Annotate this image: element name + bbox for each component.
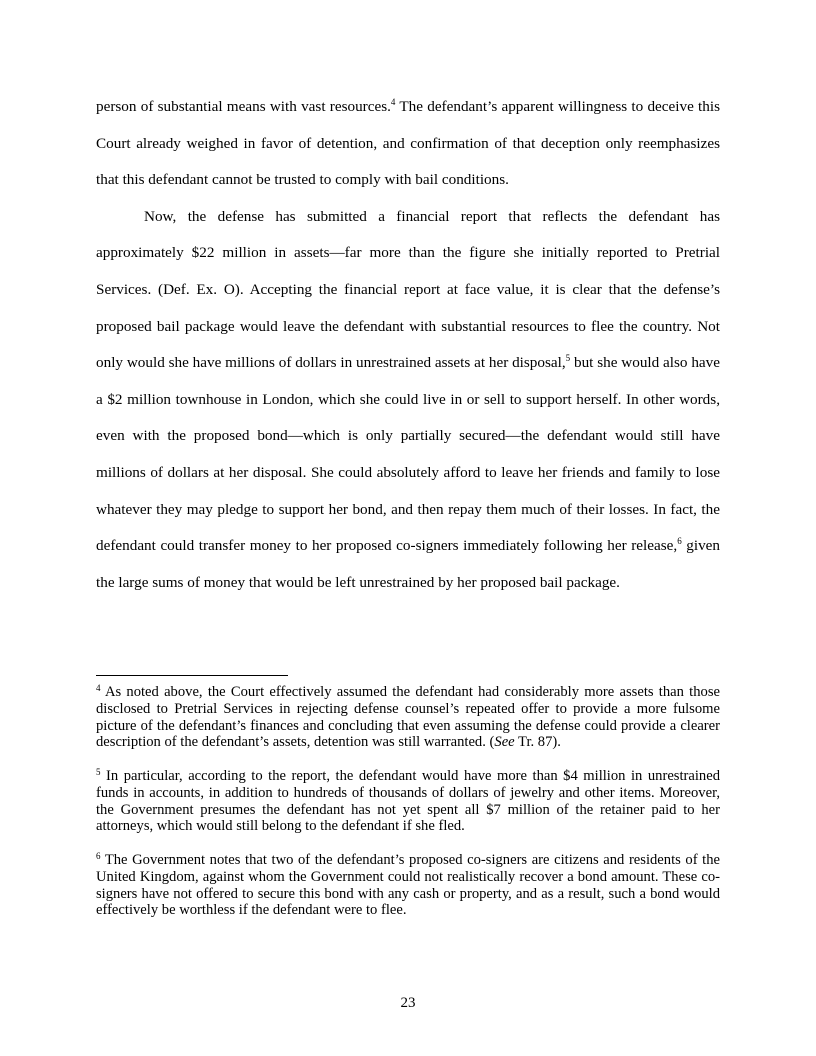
paragraph-1-text-b: The defendant’s apparent willingness to deceive this Court already weighed in favor of detention, and confirmation of that deception only reemphasizes that this defendant cannot be trusted to comply with bail conditions. bbox=[96, 98, 720, 189]
footnote-divider bbox=[96, 675, 288, 676]
footnote-6-number: 6 bbox=[96, 850, 101, 861]
paragraph-2-text-b: but she would also have a $2 million townhouse in London, which she could live in or sell to support herself. In other words, even with the proposed bond—which is only partially secured—the defendant would still have millions of dollars at her disposal. She could absolutely afford to leave her friends and family to lose whatever they may pledge to support her bond, and then repay them much of their losses. In fact, the defendant could transfer money to her proposed co-signers immediately following her release, bbox=[96, 354, 720, 555]
footnotes bbox=[96, 684, 720, 936]
footnote-5-text: In particular, according to the report, the defendant would have more than $4 million in unrestrained funds in accounts, in addition to hundreds of thousands of dollars of jewelry and other items. Moreover, the Government presumes the defendant has not yet spent all $7 million of the retainer paid to her attorneys, which would still belong to the defendant if she fled. bbox=[96, 767, 720, 835]
footnote-4-number: 4 bbox=[96, 683, 101, 693]
paragraph-2-text-a: Now, the defense has submitted a financial report that reflects the defendant has approximately $22 million in assets—far more than the figure she initially reported to Pretrial Services. (Def. Ex. O). Accepting the financial report at face value, it is clear that the defense’s proposed bail package would leave the defendant with substantial resources to flee the country. Not only would she have millions of dollars in unrestrained assets at her disposal, bbox=[96, 207, 720, 372]
footnote-ref-5[interactable]: 5 bbox=[565, 353, 571, 364]
body-text bbox=[96, 89, 720, 601]
footnote-ref-4[interactable]: 4 bbox=[390, 97, 396, 107]
footnote-6-text: The Government notes that two of the defendant’s proposed co-signers are citizens and residents of the United Kingdom, against whom the Government could not realistically recover a bond amount. These co-signers have not offered to secure this bond with any cash or property, and as a result, such a bond would effectively be worthless if the defendant were to flee. bbox=[96, 851, 720, 919]
footnote-6 bbox=[96, 852, 720, 919]
footnote-4-see: See bbox=[494, 734, 515, 751]
footnote-4-text-b: Tr. 87). bbox=[514, 734, 561, 751]
page-number: 23 bbox=[400, 995, 416, 1011]
footnote-ref-6[interactable]: 6 bbox=[677, 536, 682, 547]
footnote-5-number: 5 bbox=[96, 766, 101, 777]
footnote-4 bbox=[96, 684, 720, 751]
paragraph-1-text-a: person of substantial means with vast resources. bbox=[96, 98, 391, 115]
footnote-5 bbox=[96, 768, 720, 835]
paragraph-2-text-c: given the large sums of money that would be left unrestrained by her proposed bail package. bbox=[96, 537, 720, 591]
footnote-4-text-a: As noted above, the Court effectively assumed the defendant had considerably more assets than those disclosed to Pretrial Services in rejecting defense counsel’s repeated offer to provide a more fulsome picture of the defendant’s finances and concluding that even assuming the defense could provide a clearer description of the defendant’s assets, detention was still warranted. ( bbox=[96, 684, 720, 751]
paragraph-2 bbox=[96, 199, 720, 602]
paragraph-1 bbox=[96, 89, 720, 199]
